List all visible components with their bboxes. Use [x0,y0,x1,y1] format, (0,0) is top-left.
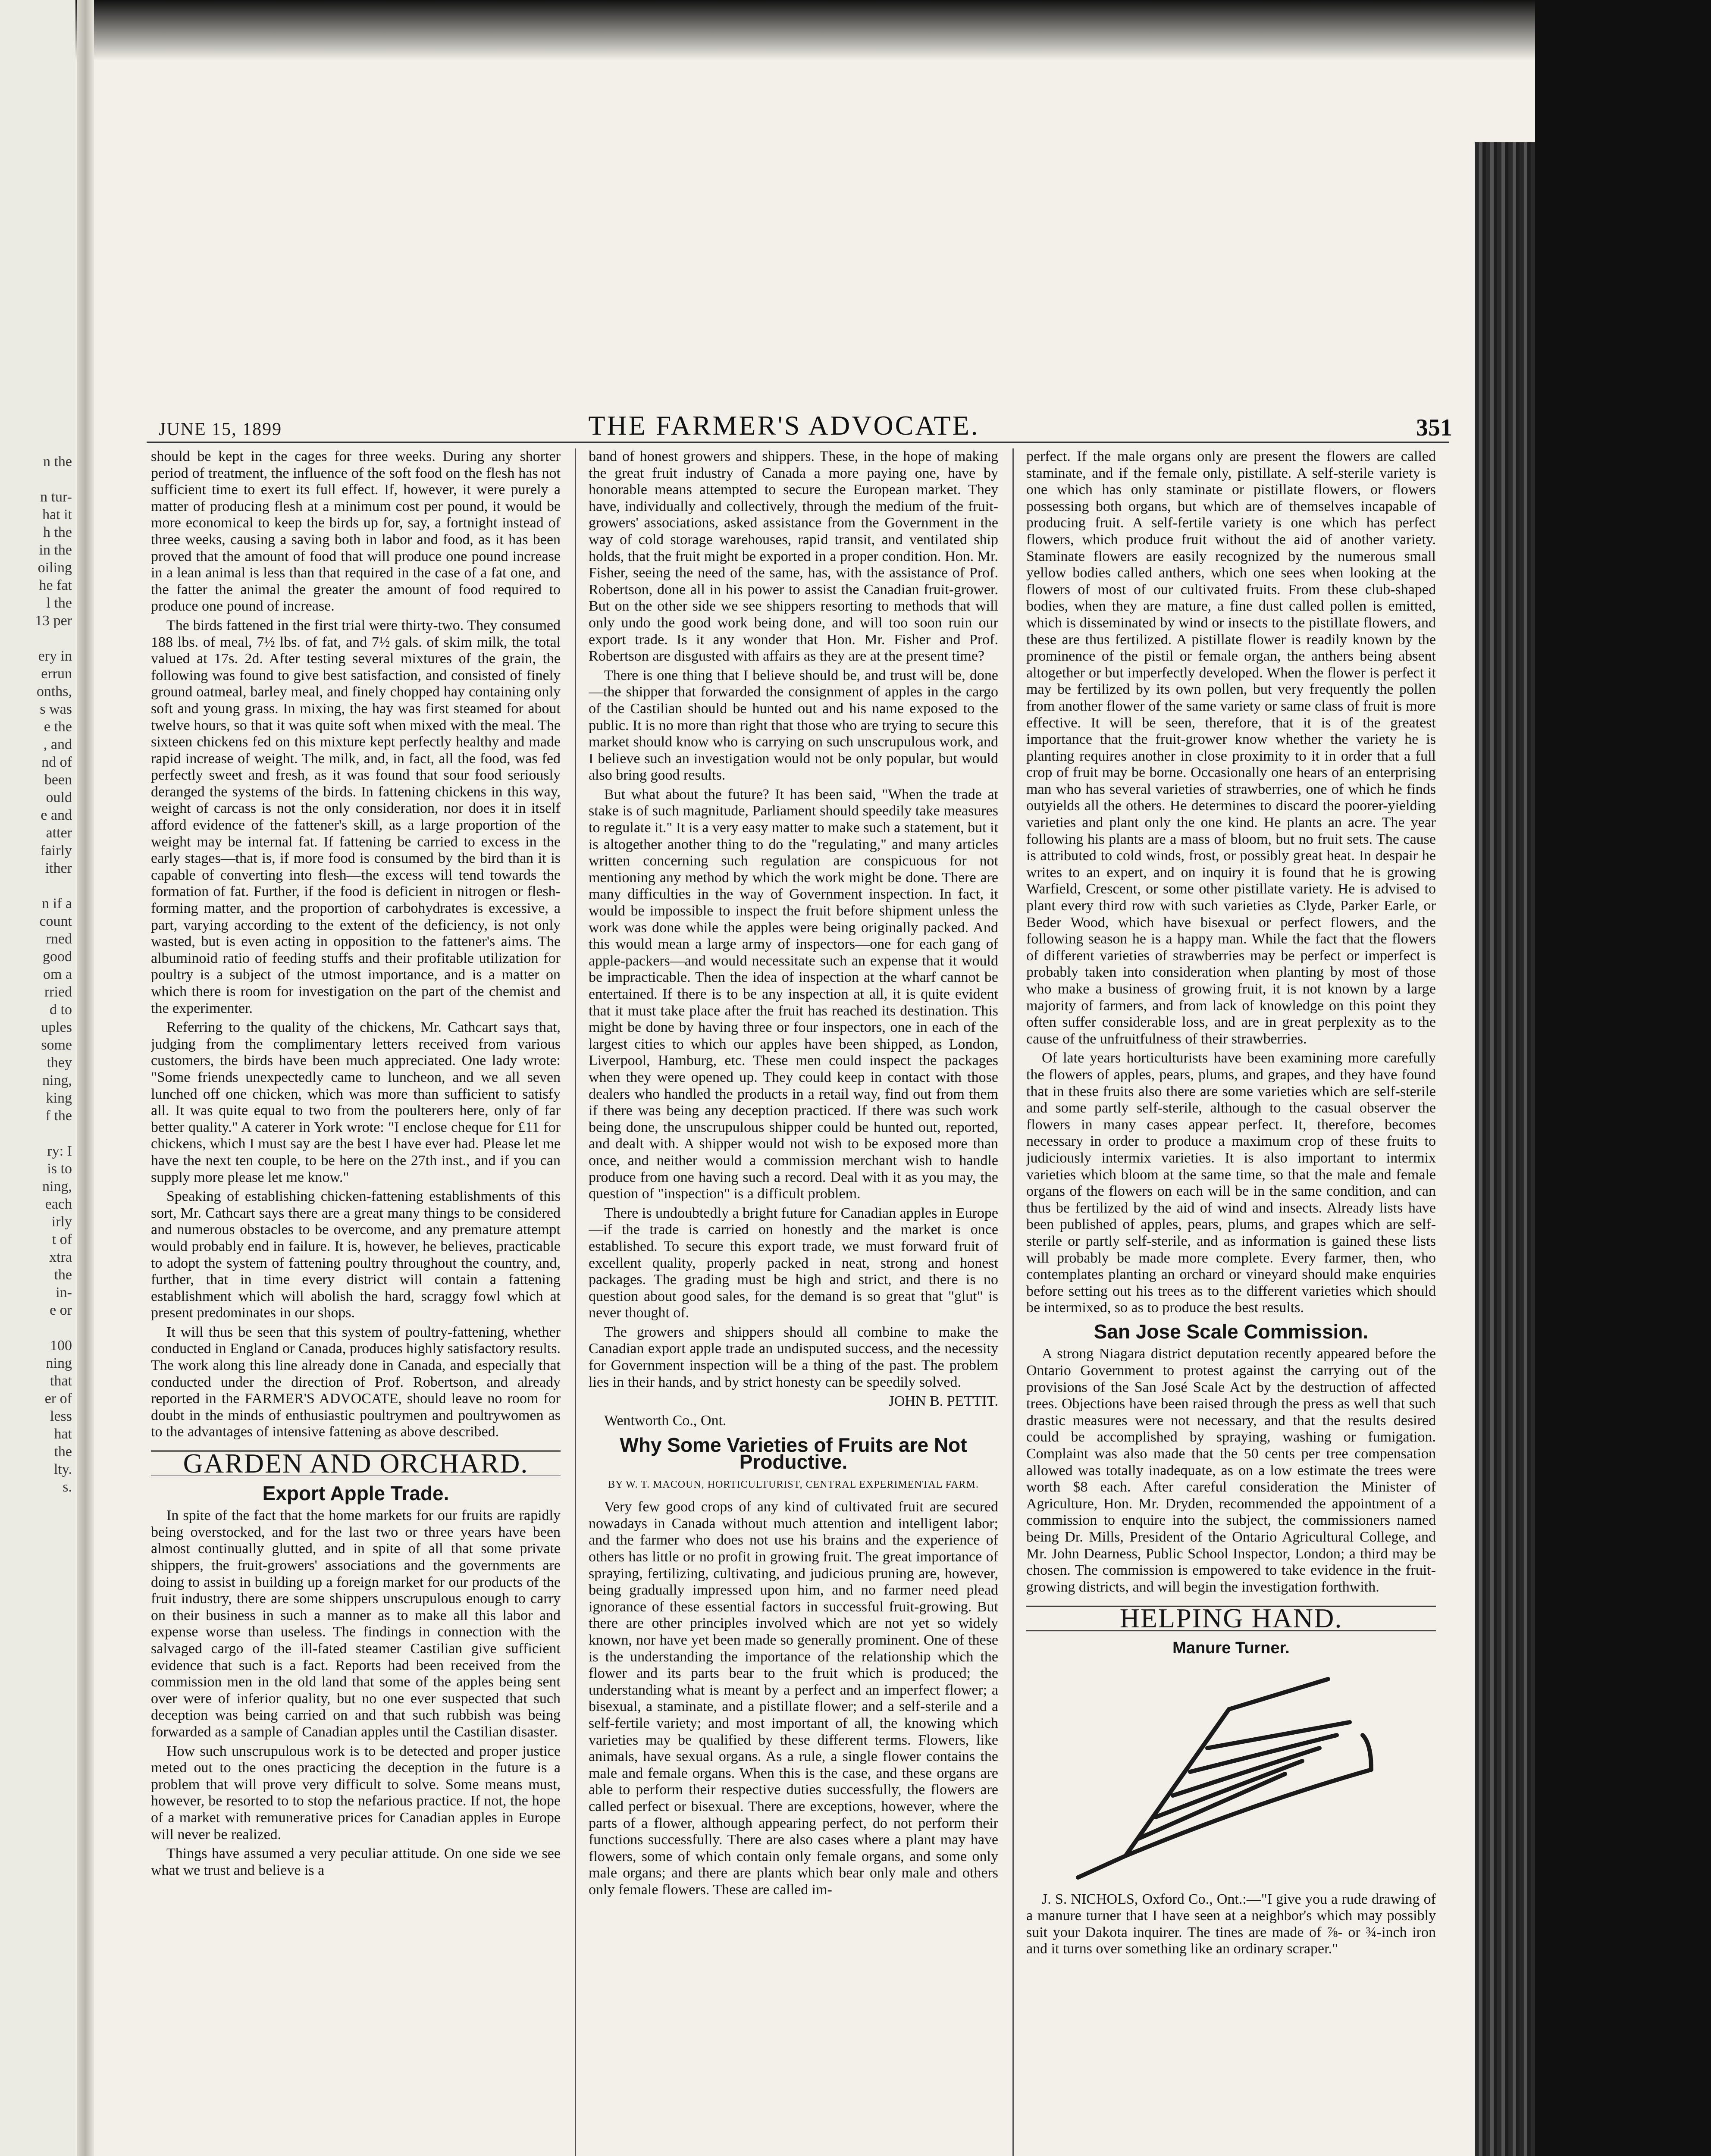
paragraph: band of honest growers and shippers. These, in the hope of making the great fruit industry of Canada a more paying one, have by honorable means attempted to secure the European market. They have, individually and collectively, through the medium of the fruit-growers' associations, asked assistance from the Government in the way of cold storage warehouses, rapid transit, and ventilated ship holds, that the fruit might be exported in a proper condition. Hon. Mr. Fisher, seeing the need of the same, has, with the assistance of Prof. Robertson, done all in his power to assist the Canadian fruit-grower. But on the other side we see shippers resorting to methods that will only undo the good work being done, and will too soon ruin our export trade. Is it any wonder that Hon. Mr. Fisher and Prof. Robertson are disgusted with affairs as they are at the present time? [589,448,998,664]
facing-page-text: n the n tur- hat it h the in the oiling he fat l the 13 per ery in errun onths, s was e the , and nd of been ould e and atter fairly ither n if a count rned good om a rried d to uples some they ning, king f the ry: I is to ning, each irly t of xtra the in- e or 100 ning that er of less hat the lty. s. [35,454,72,1495]
page-edge-binding [1475,142,1535,2156]
page-number: 351 [1416,414,1452,441]
article-subtitle: Manure Turner. [1172,1639,1290,1657]
section-title: GARDEN AND ORCHARD. [151,1450,561,1477]
paragraph: J. S. NICHOLS, Oxford Co., Ont.:—"I give you a rude drawing of a manure turner that I have seen at a neighbor's which may possibly suit your Dakota inquirer. The tines are made of ⅞- or ¾-inch iron and it turns over something like an ordinary scraper." [1026,1891,1436,1957]
signature: JOHN B. PETTIT. [888,1393,998,1410]
article-title: San Jose Scale Commission. [1094,1320,1369,1343]
paragraph: Things have assumed a very peculiar attitude. On one side we see what we trust and believe is a [151,1846,561,1878]
masthead: THE FARMER'S ADVOCATE. [588,410,980,441]
paragraph: Of late years horticulturists have been examining more carefully the flowers of apples, pears, plums, and grapes, and they have found that in these fruits also there are some varieties which are self-sterile and some partly self-sterile, although to the casual observer the flowers in many cases appear perfect. It, therefore, becomes necessary in order to produce a maximum crop of these fruits to judiciously intermix varieties. It is also important to intermix varieties which bloom at the same time, so that the male and female organs of the flowers on each will be in the same condition, and can thus be fertilized by the aid of wind and insects. Already lists have been published of apples, pears, plums, and grapes which are self-sterile or partly self-sterile, and as information is gained these lists will probably be made more complete. Every farmer, then, who contemplates planting an orchard or vineyard should make enquiries before setting out his trees as to the different varieties which should be intermixed, so as to produce the best results. [1026,1050,1436,1316]
top-shadow [0,0,1535,60]
article-title: Export Apple Trade. [262,1482,449,1504]
paragraph: The birds fattened in the first trial were thirty-two. They consumed 188 lbs. of meal, 7½ lbs. of fat, and 7½ gals. of skim milk, the total valued at 17s. 2d. After testing several mixtures of the grain, the following was found to give best satisfaction, and consisted of finely ground oatmeal, barley meal, and finely chopped hay containing only soft and young grass. In mixing, the hay was first steamed for about twelve hours, so that it was quite soft when mixed with the meal. The sixteen chickens fed on this mixture kept perfectly healthy and made rapid increase of weight. The milk, and, in fact, all the food, was fed perfectly sweet and fresh, as it was found that sour food seriously deranged the systems of the birds. In fattening chickens in this way, weight of carcass is not the only consideration, nor does it in itself afford evidence of the fattener's skill, as a large proportion of the weight may be internal fat. If fattening be carried to excess in the early stages—that is, if more food is consumed by the bird than it is capable of converting into flesh—the excess will tend towards the formation of fat. Further, if the food is deficient in nitrogen or flesh-forming matter, and the proportion of carbohydrates is excessive, a part, varying according to the extent of the deficiency, is not only wasted, but is even acting in opposition to the fattener's aims. The albuminoid ratio of feeding stuffs and their profitable utilization for poultry is a subject of the utmost importance, and is a matter on which there is room for investigation on the part of the chemist and the experimenter. [151,617,561,1016]
paragraph: perfect. If the male organs only are present the flowers are called staminate, and if the female only, pistillate. A self-sterile variety is one which has only staminate or pistillate flowers, or flowers possessing both organs, but which are of themselves incapable of producing fruit. A self-fertile variety is one which has perfect flowers, which produce fruit without the aid of another variety. Staminate flowers are easily recognized by the numerous small yellow bodies called anthers, which one sees when looking at the flowers of most of our cultivated fruits. From these club-shaped bodies, when they are mature, a fine dust called pollen is emitted, which is disseminated by wind or insects to the pistillate flowers, and these are thus fertilized. A pistillate flower is readily known by the prominence of the pistil or female organ, the anthers being absent altogether or but imperfectly developed. When the flower is perfect it may be fertilized by its own pollen, but very frequently the pollen from another flower of the same variety or same class of fruit is more effective. It will be seen, therefore, that it is of the greatest importance that the fruit-grower know whether the variety he is planting requires another in close proximity to it in order that a full crop of fruit may be borne. Occasionally one hears of an enterprising man who has several varieties of strawberries, one of which he finds outyields all the others. He determines to discard the poorer-yielding varieties and plant only the one kind. He plants an acre. The year following his plants are a mass of bloom, but no fruit sets. The cause is attributed to cold winds, frost, or possibly great heat. In despair he writes to an expert, and on inquiry it is found that he is growing Warfield, Crescent, or some other pistillate variety. He is advised to plant every third row with such varieties as Clyde, Parker Earle, or Beder Wood, which have bisexual or perfect flowers, and the following season he is a happy man. While the fact that the flowers of different varieties of strawberries may be perfect or imperfect is probably taken into consideration when planting by most of those who make a business of growing fruit, it is not known by a large majority of farmers, and from lack of knowledge on this point they often suffer considerable loss, and are in great perplexity as to the cause of the unfruitfulness of their strawberries. [1026,448,1436,1047]
page-header [94,410,1474,444]
manure-turner-illustration [1026,1662,1436,1886]
header-rule [147,442,1449,443]
column-rule [1012,448,1014,2156]
column-2 [589,448,998,2156]
paragraph: Very few good crops of any kind of cultivated fruit are secured nowadays in Canada without much attention and intelligent labor; and the farmer who does not use his brains and the experience of others has little or no profit in growing fruit. The great importance of spraying, fertilizing, cultivating, and judicious pruning are, however, being gradually impressed upon him, and no farmer need plead ignorance of these essential factors in successful fruit-growing. But there are other principles involved which are not yet so widely known, nor have yet been made so generally prominent. One of these is the understanding the importance of the relationship which the flower and its parts bear to the fruit which is produced; the understanding what is meant by a perfect and an imperfect flower; a bisexual, a staminate, and a pistillate flower; and a self-sterile and a self-fertile variety; and most important of all, the knowing which varieties may be qualified by these different terms. Flowers, like animals, have sexual organs. As a rule, a single flower contains the male and female organs. When this is the case, and these organs are able to perform their respective duties successfully, the flowers are called perfect or bisexual. There are exceptions, however, where the parts of a flower, although appearing perfect, do not perform their functions successfully. There are also cases where a plant may have flowers, some of which contain only female organs, and some only male organs; and there are plants which bear only male and others only female flowers. These are called im- [589,1499,998,1898]
byline: BY W. T. MACOUN, HORTICULTURIST, CENTRAL EXPERIMENTAL FARM. [608,1479,979,1490]
paragraph: There is undoubtedly a bright future for Canadian apples in Europe—if the trade is carried on honestly and the market is once established. To secure this export trade, we must forward fruit of excellent quality, properly packed in neat, strong and honest packages. The grading must be high and strict, and there is no question about good sales, for the demand is so great that "glut" is never thought of. [589,1205,998,1321]
paragraph: There is one thing that I believe should be, and trust will be, done—the shipper that forwarded the consignment of apples in the cargo of the Castilian should be hunted out and his name exposed to the public. It is no more than right that those who are trying to secure this market should know who is carrying on such unscrupulous work, and I believe such an investigation would not be only popular, but would also bring good results. [589,667,998,783]
paragraph: In spite of the fact that the home markets for our fruits are rapidly being overstocked, and for the last two or three years have been almost continually glutted, and in spite of all that some private shippers, the fruit-growers' associations and the governments are doing to assist in building up a foreign market for our products of the fruit industry, there are some shippers unscrupulous enough to carry on their business in such a manner as to make all this labor and expense worse than useless. The findings in connection with the salvaged cargo of the ill-fated steamer Castilian give sufficient evidence that such is a fact. Reports had been received from the commission men in the old land that some of the apples being sent over were of inferior quality, but no one ever suspected that such deception was being carried on and that such rubbish was being forwarded as a sample of Canadian apples until the Castilian disaster. [151,1507,561,1740]
facing-page-fragment [0,0,75,2156]
paragraph: It will thus be seen that this system of poultry-fattening, whether conducted in England or Canada, produces highly satisfactory results. The work along this line already done in Canada, and especially that conducted under the direction of Prof. Robertson, and already reported in the FARMER'S ADVOCATE, should leave no room for doubt in the minds of enthusiastic poultrymen and poultrywomen as to the advantages of intensive fattening as above described. [151,1324,561,1440]
paragraph: How such unscrupulous work is to be detected and proper justice meted out to the ones practicing the deception in the future is a problem that will prove very difficult to solve. Some means must, however, be resorted to to stop the nefarious practice. If not, the hope of a market with remunerative prices for Canadian apples in Europe will never be realized. [151,1743,561,1843]
paragraph: Referring to the quality of the chickens, Mr. Cathcart says that, judging from the complimentary letters received from various customers, the birds have been much appreciated. One lady wrote: "Some friends unexpectedly came to luncheon, and we all seven lunched off one chicken, which was more than sufficient to satisfy all. It was quite equal to two from the poulterers here, only of far better quality." A caterer in York wrote: "I enclose cheque for £11 for chickens, which I must say are the best I have ever had. Please let me have the next ten couple, to be here on the 27th inst., and if you can supply more please let me know." [151,1019,561,1185]
paragraph: Speaking of establishing chicken-fattening establishments of this sort, Mr. Cathcart says there are a great many things to be considered and numerous obstacles to be overcome, and any premature attempt would probably end in failure. It is, however, he believes, practicable to adopt the system of fattening poultry throughout the country, and, further, that in time every district will contain a fattening establishment which will abolish the hard, scraggy fowl which at present predominates in our shops. [151,1188,561,1321]
manure-turner-drawing [1026,1662,1436,1886]
paragraph: But what about the future? It has been said, "When the trade at stake is of such magnitude, Parliament should speedily take measures to regulate it." It is a very easy matter to make such a statement, but it is altogether another thing to do the "regulating," and many articles written concerning such regulation are conspicuous for not mentioning any method by which the work might be done. There are many difficulties in the way of Government inspection. In fact, it would be impossible to inspect the fruit before shipment unless the work was done while the apples were being originally packed. And this would mean a large army of inspectors—one for each gang of apple-packers—and would necessitate such an expense that it would be impracticable. Then the idea of inspection at the wharf cannot be entertained. If there is to be any inspection at all, it is quite evident that it must take place after the fruit has reached its destination. This might be done by having three or four inspectors, one in each of the largest cities to which our apples have been shipped, as London, Liverpool, Hamburg, etc. These men could inspect the packages when they were opened up. They could keep in contact with those dealers who handled the products in a retail way, find out from them if there was being any deception practiced. If there was such work being done, the unscrupulous shipper could be hunted out, reported, and dealt with. A shipper would not wish to be exposed more than once, and neither would a commission merchant wish to handle produce from one having such a record. Deal with it as you may, the question of "inspection" is a difficult problem. [589,786,998,1202]
paragraph: should be kept in the cages for three weeks. During any shorter period of treatment, the influence of the soft food on the flesh has not sufficient time to exert its full effect. If, however, it were purely a matter of producing flesh at a minimum cost per pound, it would be more economical to keep the birds up for, say, a fortnight instead of three weeks, causing a saving both in labor and food, as it has been proved that the amount of food that will produce one pound increase in a lean animal is less than that required in the case of a fat one, and the fatter the animal the greater the amount of food required to produce one pound of increase. [151,448,561,614]
column-rule [575,448,576,2156]
book-gutter [77,0,94,2156]
paragraph: The growers and shippers should all combine to make the Canadian export apple trade an undisputed success, and the necessity for Government inspection will be a thing of the past. The problem lies in their hands, and by strict honesty can be speedily solved. [589,1324,998,1390]
article-title: Why Some Varieties of Fruits are Not Productive. [620,1434,967,1473]
issue-date: JUNE 15, 1899 [159,420,282,439]
column-3 [1026,448,1436,2156]
section-title: HELPING HAND. [1026,1605,1436,1632]
dateline: Wentworth Co., Ont. [604,1412,727,1429]
column-1 [151,448,561,2156]
paragraph: A strong Niagara district deputation recently appeared before the Ontario Government to protest against the carrying out of the provisions of the San José Scale Act by the destruction of affected trees. Objections have been raised through the press as well that such drastic measures were not necessary, and that the results desired could be accomplished by spraying, washing or fumigation. Complaint was also made that the 50 cents per tree compensation allowed was totally inadequate, as on a low estimate the trees were worth $8 each. After careful consideration the Minister of Agriculture, Hon. Mr. Dryden, recommended the appointment of a commission to enquire into the subject, the commissioners named being Dr. Mills, President of the Ontario Agricultural College, and Mr. John Dearness, Public School Inspector, London; a third may be chosen. The commission is empowered to take evidence in the fruit-growing districts, and will begin the investigation forthwith. [1026,1346,1436,1595]
